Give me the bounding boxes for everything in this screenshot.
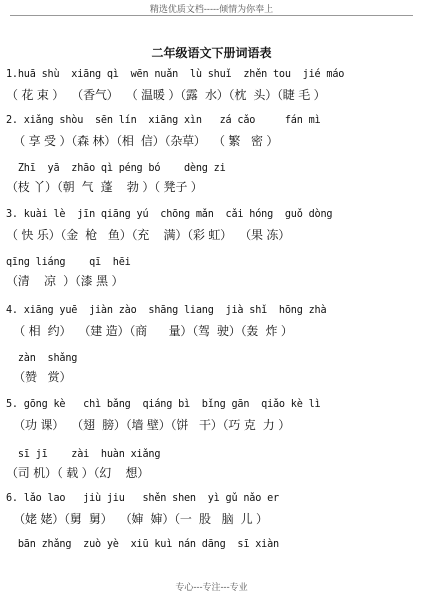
- pinyin-line: 2. xiǎng shòu sēn lín xiāng xìn zá cǎo fán mì: [6, 115, 321, 126]
- document-title: 二年级语文下册词语表: [151, 46, 272, 60]
- hanzi-line: （功 课） （翅 膀）（墙 壁）（饼 干）（巧 克 力 ）: [6, 418, 291, 432]
- hanzi-line: （姥 姥）（舅 舅） （婶 婶）（一 股 脑 儿 ）: [6, 512, 268, 526]
- pinyin-line: sī jī zài huàn xiǎng: [6, 449, 161, 460]
- pinyin-line: bān zhǎng zuò yè xiū kuì nán dāng sī xiàn: [6, 539, 279, 550]
- hanzi-line: （清 凉 ）（漆 黑 ）: [6, 274, 124, 288]
- header-rule: [10, 15, 413, 16]
- hanzi-line: （ 相 约） （建 造）（商 量）（驾 驶）（轰 炸 ）: [6, 324, 293, 338]
- pinyin-line: 4. xiāng yuē jiàn zào shāng liang jià shǐ hōng zhà: [6, 305, 327, 316]
- pinyin-line: qīng liáng qī hēi: [6, 257, 131, 268]
- hanzi-line: （枝 丫）（朝 气 蓬 勃 ）（ 凳子 ）: [6, 180, 203, 194]
- hanzi-line: （ 享 受 ）（森 林）（相 信）（杂草） （ 繁 密 ）: [6, 134, 279, 148]
- page-footer: 专心---专注---专业: [175, 583, 248, 593]
- pinyin-line: 3. kuài lè jīn qiāng yú chōng mǎn cǎi hóng guǒ dòng: [6, 209, 333, 220]
- pinyin-line: 5. gōng kè chì bǎng qiáng bì bǐng gān qiǎo kè lì: [6, 399, 321, 410]
- hanzi-line: （ 花 束 ） （香气） （ 温暖 ）（露 水）（枕 头）（睫 毛 ）: [6, 88, 326, 102]
- hanzi-line: （司 机）（ 载 ）（幻 想）: [6, 466, 150, 480]
- pinyin-line: 1.huā shù xiāng qì wēn nuǎn lù shuǐ zhěn tou jié máo: [6, 69, 345, 80]
- pinyin-line: Zhī yā zhāo qì péng bó dèng zi: [6, 163, 226, 174]
- pinyin-line: zàn shǎng: [6, 353, 78, 364]
- pinyin-line: 6. lǎo lao jiù jiu shěn shen yì gǔ nǎo er: [6, 493, 279, 504]
- hanzi-line: （ 快 乐）（金 枪 鱼）（充 满）（彩 虹） （果 冻）: [6, 228, 291, 242]
- page-header: 精选优质文档-----倾情为你奉上: [149, 5, 274, 15]
- hanzi-line: （赞 赏）: [6, 370, 72, 384]
